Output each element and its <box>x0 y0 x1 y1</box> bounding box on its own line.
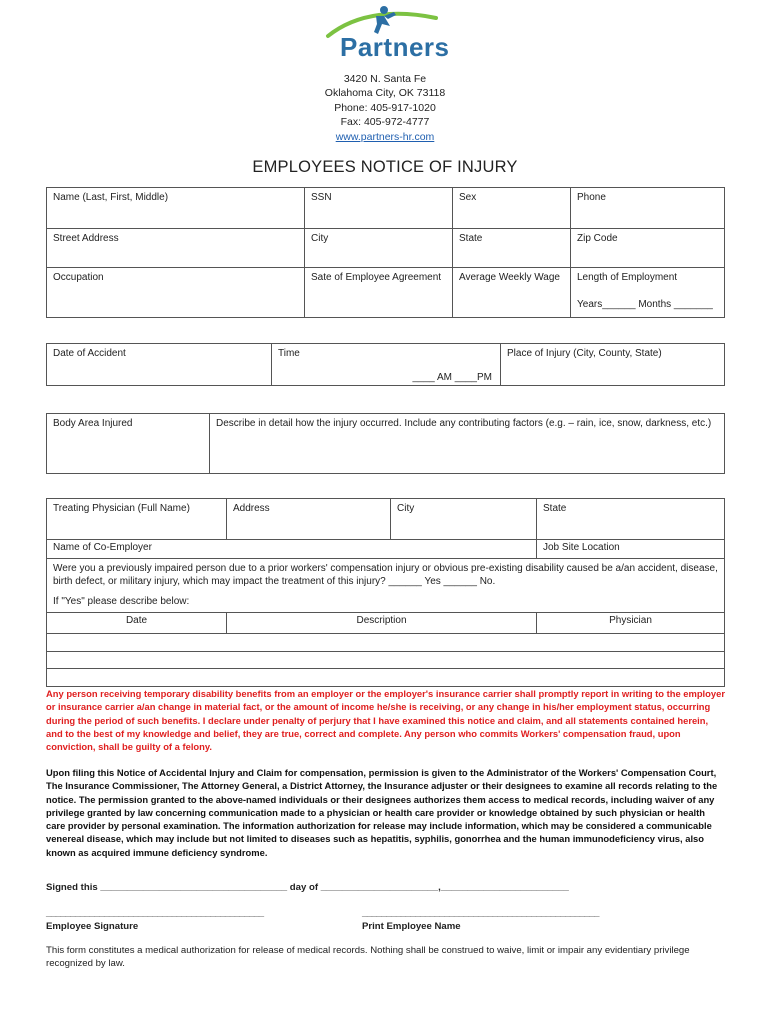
fax-number: Fax: 405-972-4777 <box>340 116 430 129</box>
state-field[interactable]: State <box>453 229 571 268</box>
fraud-warning: Any person receiving temporary disability benefits from an employer or the employer's insurance carrier shall promptly report in writing to the employer or insurance carrier a/an change in material fact, or the amount of income he/she is receiving, or any change in his/her employment status, occurring during the period of such benefits. I declare under penalty of perjury that I have examined this notice and claim, and all statements contained herein, and to the best of my knowledge and belief, they are true, correct and complete. Any person who commits Workers' compensation fraud, upon conviction, shall be guilty of a felony. <box>46 688 725 753</box>
signed-date-line[interactable]: Signed this ___________________________________ day of ______________________,________________________ <box>46 882 569 893</box>
city-field[interactable]: City <box>305 229 453 268</box>
col-header-date: Date <box>47 613 227 634</box>
body-area-field[interactable]: Body Area Injured <box>47 414 210 474</box>
phone-number: Phone: 405-917-1020 <box>334 101 436 114</box>
if-yes-label: If "Yes" please describe below: <box>53 596 190 607</box>
sex-field[interactable]: Sex <box>453 188 571 229</box>
physician-state-field[interactable]: State <box>537 499 725 540</box>
signature-blank[interactable]: _____________________________________________ <box>46 908 264 919</box>
phone-field[interactable]: Phone <box>571 188 725 229</box>
physician-table <box>46 498 725 559</box>
time-field[interactable] <box>272 344 501 386</box>
time-label: Time <box>278 348 300 359</box>
employee-agreement-field[interactable]: Sate of Employee Agreement <box>305 268 453 318</box>
name-field[interactable]: Name (Last, First, Middle) <box>47 188 305 229</box>
address-line2: Oklahoma City, OK 73118 <box>324 87 446 100</box>
ssn-field[interactable]: SSN <box>305 188 453 229</box>
place-of-injury-field[interactable]: Place of Injury (City, County, State) <box>501 344 725 386</box>
accident-table <box>46 343 725 386</box>
prior-injury-question[interactable] <box>47 559 725 613</box>
medical-authorization-footer: This form constitutes a medical authorization for release of medical records. Nothing shall be construed to waive, limit or impair any evidentiary privilege recognized by law. <box>46 945 690 970</box>
prior-injury-table <box>46 558 725 687</box>
website-link[interactable]: www.partners-hr.com <box>335 130 435 143</box>
physician-address-field[interactable]: Address <box>227 499 391 540</box>
physician-city-field[interactable]: City <box>391 499 537 540</box>
zip-code-field[interactable]: Zip Code <box>571 229 725 268</box>
am-pm-blank: ____ AM ____PM <box>412 372 492 383</box>
date-of-accident-field[interactable]: Date of Accident <box>47 344 272 386</box>
street-address-field[interactable]: Street Address <box>47 229 305 268</box>
length-of-employment-field[interactable] <box>571 268 725 318</box>
logo-text: Partners <box>340 32 450 62</box>
employee-info-table <box>46 187 725 318</box>
injury-description-field[interactable]: Describe in detail how the injury occurred. Include any contributing factors (e.g. – rain, ice, snow, darkness, etc.) <box>210 414 725 474</box>
job-site-field[interactable]: Job Site Location <box>537 540 725 559</box>
co-employer-field[interactable]: Name of Co-Employer <box>47 540 537 559</box>
treating-physician-field[interactable]: Treating Physician (Full Name) <box>47 499 227 540</box>
occupation-field[interactable]: Occupation <box>47 268 305 318</box>
col-header-physician: Physician <box>537 613 725 634</box>
prior-injury-row[interactable] <box>47 669 725 687</box>
prior-injury-row[interactable] <box>47 634 725 652</box>
company-address <box>0 72 770 144</box>
years-months-blank: Years______ Months _______ <box>577 299 713 310</box>
prior-injury-text: Were you a previously impaired person due to a prior workers' compensation injury or obvious pre-existing disability caused be a/an accident, disease, birth defect, or military injury, which may impact the treatment of this injury? ______ Yes ______ No. <box>53 563 718 587</box>
injury-table <box>46 413 725 474</box>
print-name-label: Print Employee Name <box>362 921 461 932</box>
address-line1: 3420 N. Santa Fe <box>343 73 427 85</box>
prior-injury-row[interactable] <box>47 652 725 669</box>
employee-signature-label: Employee Signature <box>46 921 139 932</box>
weekly-wage-field[interactable]: Average Weekly Wage <box>453 268 571 318</box>
print-name-blank[interactable]: _________________________________________________ <box>362 908 599 919</box>
length-label: Length of Employment <box>577 272 678 283</box>
document-title: EMPLOYEES NOTICE OF INJURY <box>252 158 518 176</box>
col-header-description: Description <box>227 613 537 634</box>
authorization-notice: Upon filing this Notice of Accidental Injury and Claim for compensation, permission is given to the Administrator of the Workers' Compensation Court, The Insurance Commissioner, The Attorney General, a District Attorney, the Insurance adjuster or their designees to examine all records relating to the notice. The permission granted to the above-named individuals or their designees authorizes them access to medical records, including waiver of any privilege granted by law concerning communication made to a physician or health care provider or knowledge obtained by such physician or health care provider by personal examination. The information authorization for release may include information, which may be considered a communicable venereal disease, which may include but not limited to diseases such as hepatitis, syphilis, gonorrhea and the human immunodeficiency virus, also known as acquired immune deficiency syndrome. <box>46 767 718 858</box>
